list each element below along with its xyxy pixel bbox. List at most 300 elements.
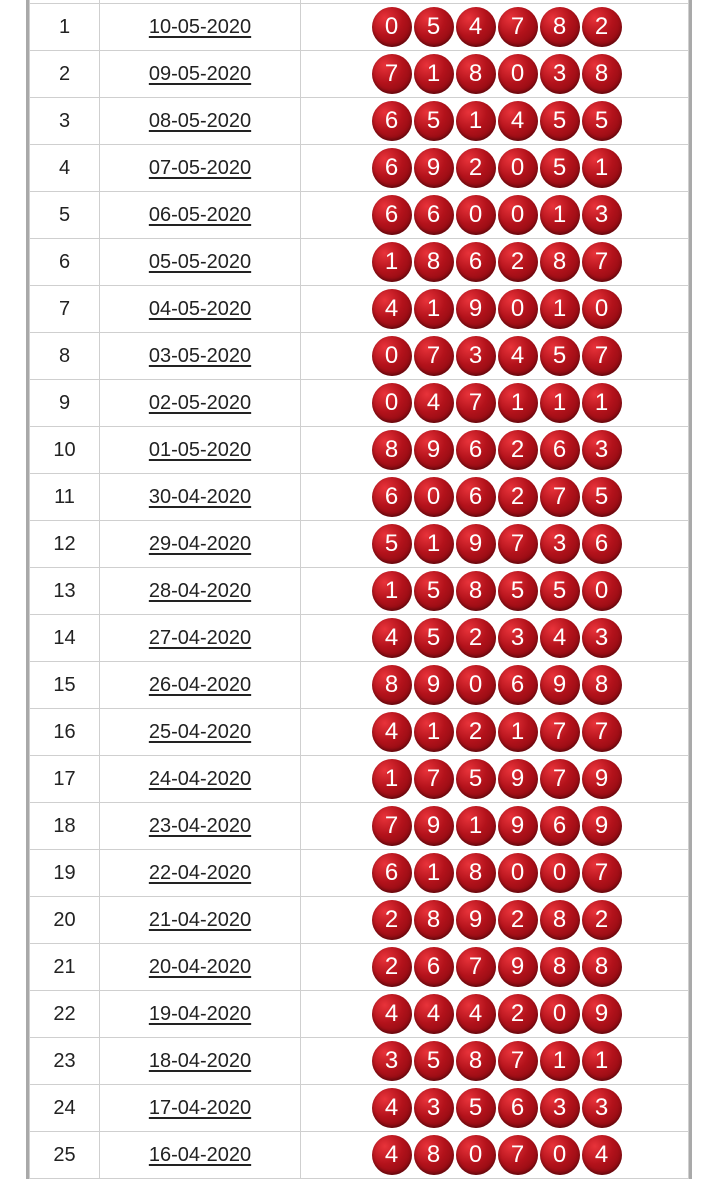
result-ball: 4	[372, 1088, 412, 1128]
result-balls-cell	[301, 521, 689, 568]
date-cell	[100, 1132, 301, 1179]
result-ball: 8	[456, 1041, 496, 1081]
serial-number-cell: 15	[30, 662, 100, 709]
result-balls	[301, 900, 688, 940]
result-ball: 6	[498, 665, 538, 705]
result-ball: 5	[582, 477, 622, 517]
result-ball: 7	[582, 242, 622, 282]
result-ball: 7	[456, 383, 496, 423]
result-ball: 0	[498, 148, 538, 188]
date-cell	[100, 4, 301, 51]
date-cell	[100, 51, 301, 98]
result-balls	[301, 806, 688, 846]
result-ball: 9	[456, 289, 496, 329]
serial-number-cell: 13	[30, 568, 100, 615]
result-ball: 2	[498, 900, 538, 940]
result-balls	[301, 1041, 688, 1081]
result-balls-cell	[301, 286, 689, 333]
result-ball: 5	[414, 7, 454, 47]
table-row	[30, 192, 689, 239]
result-ball: 4	[540, 618, 580, 658]
date-cell	[100, 850, 301, 897]
result-ball: 9	[414, 806, 454, 846]
result-ball: 6	[414, 195, 454, 235]
table-row	[30, 4, 689, 51]
result-ball: 1	[414, 54, 454, 94]
table-row	[30, 615, 689, 662]
results-table	[29, 0, 689, 1179]
result-ball: 3	[540, 54, 580, 94]
draw-date-link[interactable]: 08-05-2020	[148, 109, 252, 132]
result-ball: 0	[498, 289, 538, 329]
draw-date-link[interactable]: 02-05-2020	[148, 391, 252, 414]
serial-number-cell: 6	[30, 239, 100, 286]
table-row	[30, 98, 689, 145]
table-row	[30, 944, 689, 991]
result-ball: 4	[456, 7, 496, 47]
result-ball: 3	[540, 524, 580, 564]
serial-number-cell: 22	[30, 991, 100, 1038]
result-ball: 1	[372, 759, 412, 799]
date-cell	[100, 145, 301, 192]
result-ball: 5	[540, 336, 580, 376]
result-balls	[301, 148, 688, 188]
result-ball: 9	[582, 759, 622, 799]
result-balls	[301, 101, 688, 141]
result-ball: 1	[372, 571, 412, 611]
serial-number-cell: 7	[30, 286, 100, 333]
date-cell	[100, 803, 301, 850]
result-ball: 4	[414, 994, 454, 1034]
date-cell	[100, 568, 301, 615]
result-ball: 9	[414, 665, 454, 705]
serial-number-cell: 25	[30, 1132, 100, 1179]
table-row	[30, 1132, 689, 1179]
serial-number-cell: 11	[30, 474, 100, 521]
result-balls-cell	[301, 991, 689, 1038]
result-ball: 1	[414, 712, 454, 752]
result-ball: 6	[456, 430, 496, 470]
result-ball: 8	[414, 242, 454, 282]
result-balls-cell	[301, 756, 689, 803]
table-row	[30, 850, 689, 897]
result-ball: 2	[372, 900, 412, 940]
serial-number-cell: 8	[30, 333, 100, 380]
result-ball: 3	[582, 618, 622, 658]
draw-date-link[interactable]: 24-04-2020	[148, 767, 252, 790]
serial-number-cell: 21	[30, 944, 100, 991]
result-ball: 9	[414, 148, 454, 188]
result-balls-cell	[301, 615, 689, 662]
result-balls-cell	[301, 1038, 689, 1085]
table-row	[30, 756, 689, 803]
result-balls	[301, 430, 688, 470]
result-balls-cell	[301, 897, 689, 944]
result-ball: 1	[582, 1041, 622, 1081]
result-ball: 3	[582, 430, 622, 470]
result-ball: 3	[414, 1088, 454, 1128]
result-ball: 7	[498, 524, 538, 564]
result-ball: 5	[456, 1088, 496, 1128]
result-ball: 3	[456, 336, 496, 376]
result-ball: 8	[540, 947, 580, 987]
result-ball: 2	[582, 7, 622, 47]
result-ball: 8	[456, 571, 496, 611]
date-cell	[100, 1038, 301, 1085]
result-balls	[301, 242, 688, 282]
result-ball: 7	[498, 7, 538, 47]
result-balls	[301, 665, 688, 705]
result-ball: 8	[582, 54, 622, 94]
result-balls-cell	[301, 568, 689, 615]
result-ball: 5	[414, 571, 454, 611]
result-balls-cell	[301, 709, 689, 756]
date-cell	[100, 944, 301, 991]
draw-date-link[interactable]: 20-04-2020	[148, 955, 252, 978]
date-cell	[100, 521, 301, 568]
serial-number-cell: 18	[30, 803, 100, 850]
result-ball: 0	[582, 289, 622, 329]
result-ball: 8	[414, 900, 454, 940]
result-balls-cell	[301, 662, 689, 709]
result-ball: 9	[498, 806, 538, 846]
result-ball: 8	[540, 242, 580, 282]
table-row	[30, 474, 689, 521]
result-ball: 4	[498, 336, 538, 376]
result-ball: 8	[456, 853, 496, 893]
date-cell	[100, 427, 301, 474]
result-ball: 3	[372, 1041, 412, 1081]
result-balls	[301, 853, 688, 893]
result-ball: 2	[372, 947, 412, 987]
draw-date-link[interactable]: 21-04-2020	[148, 908, 252, 931]
result-balls	[301, 195, 688, 235]
result-ball: 1	[414, 289, 454, 329]
result-ball: 8	[540, 900, 580, 940]
result-ball: 6	[456, 477, 496, 517]
table-row	[30, 991, 689, 1038]
result-balls	[301, 1088, 688, 1128]
result-ball: 0	[540, 853, 580, 893]
draw-date-link[interactable]: 04-05-2020	[148, 297, 252, 320]
serial-number-cell: 20	[30, 897, 100, 944]
result-ball: 0	[372, 336, 412, 376]
result-ball: 8	[414, 1135, 454, 1175]
result-balls-cell	[301, 803, 689, 850]
result-ball: 6	[372, 853, 412, 893]
draw-date-link[interactable]: 16-04-2020	[148, 1143, 252, 1166]
draw-date-link[interactable]: 26-04-2020	[148, 673, 252, 696]
result-ball: 6	[498, 1088, 538, 1128]
result-balls-cell	[301, 944, 689, 991]
result-ball: 6	[414, 947, 454, 987]
table-row	[30, 709, 689, 756]
date-cell	[100, 1085, 301, 1132]
result-ball: 3	[498, 618, 538, 658]
result-ball: 9	[414, 430, 454, 470]
draw-date-link[interactable]: 05-05-2020	[148, 250, 252, 273]
draw-date-link[interactable]: 19-04-2020	[148, 1002, 252, 1025]
date-cell	[100, 662, 301, 709]
result-ball: 6	[372, 195, 412, 235]
result-balls-cell	[301, 4, 689, 51]
draw-date-link[interactable]: 03-05-2020	[148, 344, 252, 367]
draw-date-link[interactable]: 10-05-2020	[148, 15, 252, 38]
result-ball: 6	[582, 524, 622, 564]
serial-number-cell: 24	[30, 1085, 100, 1132]
result-ball: 7	[456, 947, 496, 987]
result-ball: 5	[456, 759, 496, 799]
serial-number-cell: 16	[30, 709, 100, 756]
result-balls	[301, 54, 688, 94]
table-row	[30, 662, 689, 709]
date-cell	[100, 333, 301, 380]
serial-number-cell: 2	[30, 51, 100, 98]
result-ball: 7	[372, 54, 412, 94]
result-ball: 2	[498, 994, 538, 1034]
result-balls-cell	[301, 192, 689, 239]
result-ball: 1	[582, 148, 622, 188]
result-ball: 9	[498, 759, 538, 799]
result-ball: 3	[582, 195, 622, 235]
result-ball: 7	[372, 806, 412, 846]
result-ball: 7	[540, 477, 580, 517]
result-ball: 0	[498, 54, 538, 94]
result-balls	[301, 947, 688, 987]
result-ball: 0	[540, 1135, 580, 1175]
table-row	[30, 380, 689, 427]
result-ball: 5	[414, 618, 454, 658]
result-balls	[301, 383, 688, 423]
result-balls	[301, 1135, 688, 1175]
result-balls-cell	[301, 427, 689, 474]
date-cell	[100, 991, 301, 1038]
result-ball: 4	[414, 383, 454, 423]
table-row	[30, 51, 689, 98]
result-ball: 7	[582, 336, 622, 376]
results-table-body	[30, 0, 689, 1179]
draw-date-link[interactable]: 18-04-2020	[148, 1049, 252, 1072]
result-ball: 7	[414, 759, 454, 799]
result-balls-cell	[301, 145, 689, 192]
result-ball: 2	[456, 148, 496, 188]
result-balls-cell	[301, 98, 689, 145]
result-balls-cell	[301, 239, 689, 286]
result-ball: 7	[414, 336, 454, 376]
result-ball: 1	[414, 853, 454, 893]
result-ball: 3	[540, 1088, 580, 1128]
table-row	[30, 239, 689, 286]
result-ball: 4	[582, 1135, 622, 1175]
result-ball: 5	[414, 1041, 454, 1081]
table-row	[30, 427, 689, 474]
date-cell	[100, 380, 301, 427]
result-ball: 2	[456, 712, 496, 752]
result-ball: 2	[498, 477, 538, 517]
result-ball: 1	[498, 712, 538, 752]
result-ball: 0	[498, 195, 538, 235]
result-ball: 8	[540, 7, 580, 47]
result-ball: 1	[540, 289, 580, 329]
result-balls	[301, 759, 688, 799]
table-row	[30, 145, 689, 192]
table-row	[30, 1085, 689, 1132]
result-ball: 7	[582, 853, 622, 893]
result-balls	[301, 994, 688, 1034]
result-ball: 2	[498, 242, 538, 282]
result-ball: 4	[372, 994, 412, 1034]
result-balls-cell	[301, 333, 689, 380]
table-row	[30, 286, 689, 333]
result-ball: 4	[372, 289, 412, 329]
draw-date-link[interactable]: 09-05-2020	[148, 62, 252, 85]
serial-number-cell: 4	[30, 145, 100, 192]
date-cell	[100, 239, 301, 286]
serial-number-cell: 14	[30, 615, 100, 662]
result-ball: 8	[456, 54, 496, 94]
result-ball: 0	[582, 571, 622, 611]
result-ball: 0	[456, 665, 496, 705]
result-balls	[301, 618, 688, 658]
result-ball: 1	[582, 383, 622, 423]
result-balls	[301, 712, 688, 752]
table-row	[30, 333, 689, 380]
serial-number-cell: 1	[30, 4, 100, 51]
result-ball: 3	[582, 1088, 622, 1128]
result-ball: 8	[582, 947, 622, 987]
draw-date-link[interactable]: 25-04-2020	[148, 720, 252, 743]
result-ball: 6	[456, 242, 496, 282]
result-ball: 2	[498, 430, 538, 470]
result-balls-cell	[301, 51, 689, 98]
serial-number-cell: 9	[30, 380, 100, 427]
result-ball: 1	[414, 524, 454, 564]
result-ball: 0	[456, 1135, 496, 1175]
draw-date-link[interactable]: 30-04-2020	[148, 485, 252, 508]
result-ball: 5	[540, 571, 580, 611]
result-balls-cell	[301, 380, 689, 427]
result-balls	[301, 477, 688, 517]
result-ball: 9	[498, 947, 538, 987]
serial-number-cell: 23	[30, 1038, 100, 1085]
draw-date-link[interactable]: 29-04-2020	[148, 532, 252, 555]
table-row	[30, 897, 689, 944]
date-cell	[100, 474, 301, 521]
result-ball: 1	[498, 383, 538, 423]
serial-number-cell: 3	[30, 98, 100, 145]
result-ball: 0	[498, 853, 538, 893]
result-ball: 8	[372, 430, 412, 470]
result-ball: 7	[498, 1135, 538, 1175]
date-cell	[100, 98, 301, 145]
date-cell	[100, 756, 301, 803]
date-cell	[100, 897, 301, 944]
result-balls-cell	[301, 1132, 689, 1179]
result-balls-cell	[301, 850, 689, 897]
result-ball: 8	[372, 665, 412, 705]
result-ball: 7	[498, 1041, 538, 1081]
result-balls	[301, 7, 688, 47]
result-ball: 5	[540, 101, 580, 141]
serial-number-cell: 5	[30, 192, 100, 239]
result-ball: 0	[414, 477, 454, 517]
result-ball: 2	[582, 900, 622, 940]
result-ball: 1	[540, 383, 580, 423]
draw-date-link[interactable]: 28-04-2020	[148, 579, 252, 602]
result-ball: 7	[582, 712, 622, 752]
result-ball: 4	[498, 101, 538, 141]
draw-date-link[interactable]: 07-05-2020	[148, 156, 252, 179]
result-ball: 5	[414, 101, 454, 141]
result-ball: 7	[540, 759, 580, 799]
result-ball: 7	[540, 712, 580, 752]
result-ball: 1	[456, 806, 496, 846]
draw-date-link[interactable]: 17-04-2020	[148, 1096, 252, 1119]
draw-date-link[interactable]: 22-04-2020	[148, 861, 252, 884]
result-ball: 6	[372, 148, 412, 188]
result-balls	[301, 289, 688, 329]
result-ball: 5	[540, 148, 580, 188]
result-balls-cell	[301, 1085, 689, 1132]
result-ball: 0	[540, 994, 580, 1034]
result-ball: 9	[456, 524, 496, 564]
result-ball: 9	[582, 994, 622, 1034]
result-ball: 4	[372, 712, 412, 752]
result-ball: 9	[582, 806, 622, 846]
table-row	[30, 803, 689, 850]
result-ball: 0	[456, 195, 496, 235]
draw-date-link[interactable]: 06-05-2020	[148, 203, 252, 226]
draw-date-link[interactable]: 27-04-2020	[148, 626, 252, 649]
serial-number-cell: 12	[30, 521, 100, 568]
result-ball: 9	[456, 900, 496, 940]
result-balls	[301, 336, 688, 376]
draw-date-link[interactable]: 23-04-2020	[148, 814, 252, 837]
result-ball: 4	[456, 994, 496, 1034]
result-ball: 6	[540, 430, 580, 470]
table-row	[30, 1038, 689, 1085]
result-ball: 4	[372, 1135, 412, 1175]
result-ball: 6	[540, 806, 580, 846]
date-cell	[100, 709, 301, 756]
result-ball: 0	[372, 383, 412, 423]
result-ball: 0	[372, 7, 412, 47]
serial-number-cell: 10	[30, 427, 100, 474]
results-table-container	[26, 0, 692, 1179]
result-ball: 2	[456, 618, 496, 658]
result-ball: 6	[372, 477, 412, 517]
result-ball: 4	[372, 618, 412, 658]
serial-number-cell: 19	[30, 850, 100, 897]
result-balls	[301, 571, 688, 611]
date-cell	[100, 615, 301, 662]
serial-number-cell: 17	[30, 756, 100, 803]
result-balls-cell	[301, 474, 689, 521]
table-row	[30, 521, 689, 568]
result-ball: 1	[540, 1041, 580, 1081]
draw-date-link[interactable]: 01-05-2020	[148, 438, 252, 461]
result-balls	[301, 524, 688, 564]
result-ball: 8	[582, 665, 622, 705]
date-cell	[100, 286, 301, 333]
result-ball: 5	[498, 571, 538, 611]
result-ball: 6	[372, 101, 412, 141]
result-ball: 1	[372, 242, 412, 282]
date-cell	[100, 192, 301, 239]
result-ball: 5	[582, 101, 622, 141]
result-ball: 1	[456, 101, 496, 141]
result-ball: 5	[372, 524, 412, 564]
